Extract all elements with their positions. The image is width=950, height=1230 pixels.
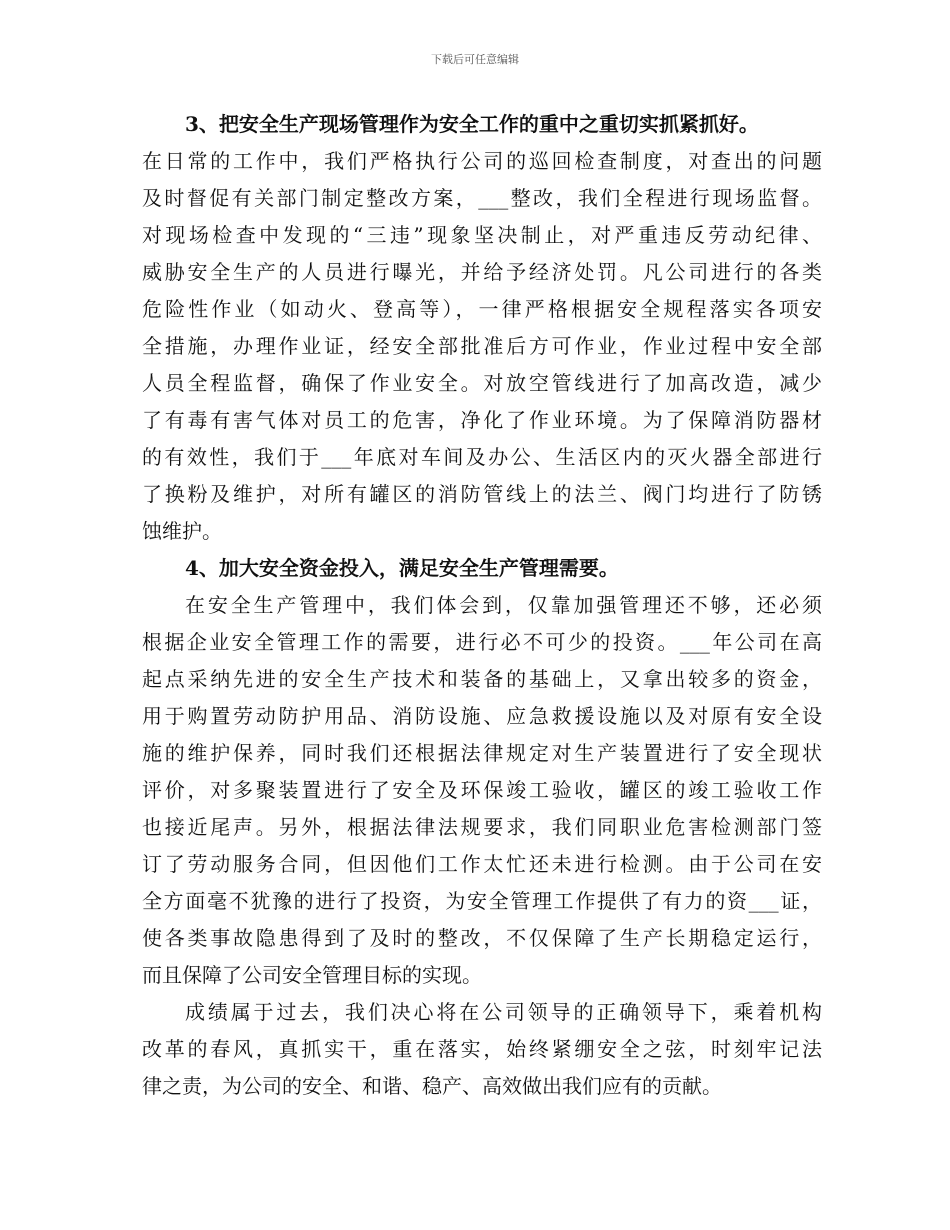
paragraph-line: 全方面毫不犹豫的进行了投资，为安全管理工作提供了有力的资___证， bbox=[142, 889, 822, 913]
paragraph-line: 的有效性，我们于___年底对车间及办公、生活区内的灭火器全部进行 bbox=[142, 445, 822, 469]
paragraph-line: 蚀维护。 bbox=[142, 519, 222, 543]
paragraph-line: 了有毒有害气体对员工的危害，净化了作业环境。为了保障消防器材 bbox=[142, 408, 822, 432]
paragraph-line: 根据企业安全管理工作的需要，进行必不可少的投资。___年公司在高 bbox=[142, 630, 822, 654]
paragraph-line: 威胁安全生产的人员进行曝光，并给予经济处罚。凡公司进行的各类 bbox=[142, 260, 822, 284]
paragraph-line: 危险性作业（如动火、登高等），一律严格根据安全规程落实各项安 bbox=[142, 297, 822, 321]
paragraph-line: 及时督促有关部门制定整改方案，___整改，我们全程进行现场监督。 bbox=[142, 186, 822, 210]
paragraph-line: 人员全程监督，确保了作业安全。对放空管线进行了加高改造，减少 bbox=[142, 371, 822, 395]
paragraph-line: 起点采纳先进的安全生产技术和装备的基础上，又拿出较多的资金， bbox=[142, 667, 822, 691]
paragraph-line: 全措施，办理作业证，经安全部批准后方可作业，作业过程中安全部 bbox=[142, 334, 822, 358]
paragraph-line: 在安全生产管理中，我们体会到，仅靠加强管理还不够，还必须 bbox=[185, 593, 822, 617]
paragraph-line: 也接近尾声。另外，根据法律法规要求，我们同职业危害检测部门签 bbox=[142, 815, 822, 839]
page-header: 下载后可任意编辑 bbox=[431, 53, 519, 66]
paragraph-line: 订了劳动服务合同，但因他们工作太忙还未进行检测。由于公司在安 bbox=[142, 852, 822, 876]
section-heading-3: 3、把安全生产现场管理作为安全工作的重中之重切实抓紧抓好。 bbox=[185, 112, 759, 136]
paragraph-line: 使各类事故隐患得到了及时的整改，不仅保障了生产长期稳定运行， bbox=[142, 926, 822, 950]
section-heading-4: 4、加大安全资金投入，满足安全生产管理需要。 bbox=[185, 556, 619, 580]
paragraph-line: 评价，对多聚装置进行了安全及环保竣工验收，罐区的竣工验收工作 bbox=[142, 778, 822, 802]
paragraph-line: 施的维护保养，同时我们还根据法律规定对生产装置进行了安全现状 bbox=[142, 741, 822, 765]
paragraph-line: 用于购置劳动防护用品、消防设施、应急救援设施以及对原有安全设 bbox=[142, 704, 822, 728]
document-body bbox=[142, 106, 822, 1105]
paragraph-line: 对现场检查中发现的“三违”现象坚决制止，对严重违反劳动纪律、 bbox=[142, 223, 822, 247]
paragraph-line: 成绩属于过去，我们决心将在公司领导的正确领导下，乘着机构 bbox=[185, 1000, 822, 1024]
paragraph-line: 在日常的工作中，我们严格执行公司的巡回检查制度，对查出的问题 bbox=[142, 149, 822, 173]
paragraph-line: 改革的春风，真抓实干，重在落实，始终紧绷安全之弦，时刻牢记法 bbox=[142, 1037, 822, 1061]
paragraph-line: 而且保障了公司安全管理目标的实现。 bbox=[142, 963, 482, 987]
paragraph-line: 律之责，为公司的安全、和谐、稳产、高效做出我们应有的贡献。 bbox=[142, 1074, 722, 1098]
paragraph-line: 了换粉及维护，对所有罐区的消防管线上的法兰、阀门均进行了防锈 bbox=[142, 482, 822, 506]
